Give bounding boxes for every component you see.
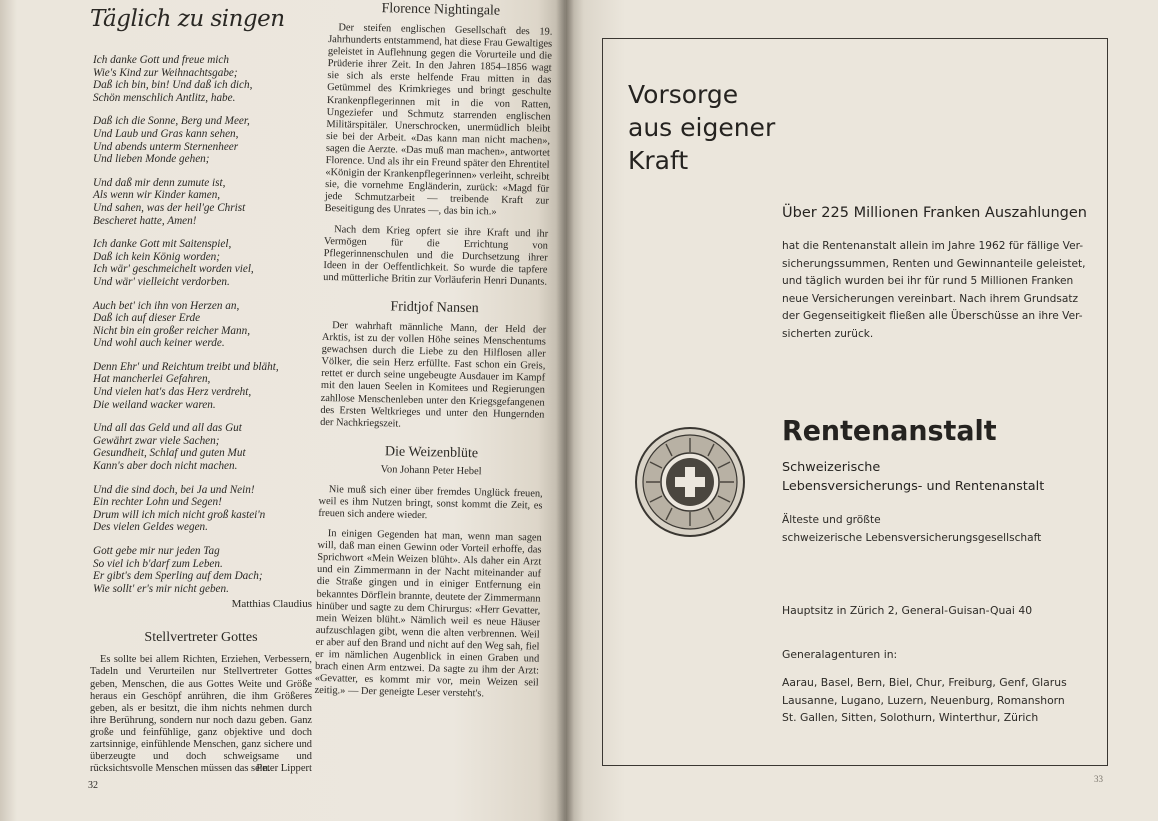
poem-line: Die weiland wacker waren. — [93, 398, 216, 411]
nightingale-text — [323, 22, 552, 289]
ad-agencies-line: Aarau, Basel, Bern, Biel, Chur, Freiburg, Genf, Glarus — [782, 676, 1067, 689]
page-number-left: 32 — [88, 780, 98, 791]
poem-line: Auch bet' ich ihn von Herzen an, — [93, 299, 240, 312]
ad-agencies-label: Generalagenturen in: — [782, 648, 898, 661]
poem-stanza — [93, 177, 312, 227]
poem-line: Bescheret hatte, Amen! — [93, 214, 197, 227]
poem-line: Wie sollt' er's mir nicht geben. — [93, 582, 229, 595]
poem-line: Gott gebe mir nur jeden Tag — [93, 545, 220, 557]
poem-stanza — [93, 361, 312, 411]
poem-line: Und daß mir denn zumute ist, — [93, 176, 226, 189]
poem-line: Und all das Geld und all das Gut — [93, 422, 242, 435]
stellvertreter-paragraph: Es sollte bei allem Richten, Erziehen, Verbessern, Tadeln und Verurteilen nur Stellvertreter Gottes geben, Menschen, die aus Gottes Weite und Größe heraus ein Geschöpf anrühren, die ihm Größeres geben, als er besitzt, die ihm nichts nehmen durch ihre Berührung, sondern nur noch dazu geben. Ganz große und feinfühlige, ganz objektive und doch zartsinnige, einfühlende Menschen, ganz sichere und überzeugte und doch schweigsame und rücksichtsvolle Menschen müssen das sein. — [90, 654, 312, 775]
poem-line: Und vielen hat's das Herz verdreht, — [93, 386, 252, 399]
left-column — [90, 6, 312, 774]
ad-headline-line: aus eigener — [628, 113, 776, 142]
poem-stanza — [93, 54, 312, 104]
weizenbluete-text — [314, 484, 542, 702]
ad-headline-line: Vorsorge — [628, 80, 739, 109]
weizenbluete-title: Die Weizenblüte — [384, 444, 479, 462]
nansen-title: Fridtjof Nansen — [390, 299, 479, 317]
ad-agencies-line: St. Gallen, Sitten, Solothurn, Winterthur, Zürich — [782, 711, 1039, 724]
ad-paragraph-line: sicherten zurück. — [782, 327, 874, 340]
poem-stanza — [93, 300, 312, 350]
ad-company-line: Schweizerische — [782, 460, 881, 475]
poem-line: Des vielen Geldes wegen. — [93, 521, 208, 534]
nansen-text — [320, 320, 546, 434]
poem-stanza — [93, 238, 312, 288]
poem-body — [90, 54, 312, 595]
poem-line: Wie's Kind zur Weihnachtsgabe; — [93, 66, 238, 79]
poem-line: Denn Ehr' und Reichtum treibt und bläht, — [93, 360, 279, 373]
poem-stanza — [93, 422, 312, 472]
ad-headline — [628, 78, 775, 177]
weizenbluete-article — [314, 443, 543, 702]
swiss-cross-seal-icon — [634, 426, 746, 538]
ad-tagline-line: schweizerische Lebensversicherungsgesellschaft — [782, 531, 1042, 544]
binding-gutter — [556, 0, 574, 821]
poem-line: Er gibt's dem Sperling auf dem Dach; — [93, 570, 263, 583]
nightingale-title: Florence Nightingale — [381, 1, 501, 19]
poem-line: Und sahen, was der heil'ge Christ — [93, 201, 246, 214]
poem-line: Als wenn wir Kinder kamen, — [93, 189, 221, 202]
poem-line: Und die sind doch, bei Ja und Nein! — [93, 483, 255, 496]
nansen-paragraph: Der wahrhaft männliche Mann, der Held der Arktis, ist zu der vollen Höhe seines Menschentums gewachsen durch die Liebe zu den Hilflosen aller Völker, die sein Herz erfüllte. Fast schon ein Greis, rettet er durch seine ungebeugte Ausdauer im Kampf mit den lauen Seelen in Komitees und Regierungen zahllose Menschenleben unter den Kriegsgefangenen des Ersten Weltkrieges und unter den Hungernden der Nachkriegszeit. — [320, 320, 547, 430]
poem-line: Und lieben Monde gehen; — [93, 153, 210, 166]
ad-agencies-list — [782, 674, 1067, 727]
ad-paragraph-line: und täglich wurden bei ihr für rund 5 Millionen Franken — [782, 275, 1074, 287]
stellvertreter-text — [90, 654, 312, 775]
ad-tagline-line: Älteste und größte — [782, 514, 881, 526]
ad-headquarters: Hauptsitz in Zürich 2, General-Guisan-Quai 40 — [782, 604, 1033, 617]
stellvertreter-title: Stellvertreter Gottes — [144, 630, 258, 646]
weizenbluete-paragraph-2: In einigen Gegenden hat man, wenn man sagen will, daß man einen Gewinn oder Vorteil erhoffe, das Sprichwort «Mein Weizen blüht». Als daher ein Arzt und ein Zimmermann in der Nacht miteinander auf die Straße gingen und in einiger Entfernung ein bekanntes Dörflein brannte, deutete der Zimmermann hinüber und sagte zu dem Chirurgus: «Herr Gevatter, mein Weizen blüht.» Nämlich weil es neue Häuser aufzuschlagen gibt, wenn die alten verbrennen. Weil er aber auf den Brand und nicht auf den Weg sah, fiel er im nämlichen Augenblick in einen Graben und brach einen Arm entzwei. Da sagte zu ihm der Arzt: «Gevatter, es kommt mir vor, mein Weizen seil zeitig.» — Der geneigte Leser versteht's. — [314, 528, 542, 700]
poem-stanza — [93, 115, 312, 165]
poem-line: Schön menschlich Antlitz, habe. — [93, 91, 236, 104]
poem-line: Hat mancherlei Gefahren, — [93, 373, 211, 386]
poem-line: Ich danke Gott und freue mich — [93, 54, 229, 66]
poem-line: So viel ich b'darf zum Leben. — [93, 557, 223, 570]
poem-line: Ich danke Gott mit Saitenspiel, — [93, 238, 232, 251]
ad-company-line: Lebensversicherungs- und Rentenanstalt — [782, 479, 1045, 494]
poem-line: Kann's aber doch nicht machen. — [93, 460, 238, 473]
poem-author: Matthias Claudius — [231, 598, 312, 611]
poem-line: Und abends unterm Sternenheer — [93, 140, 239, 153]
ad-paragraph-line: der Gegenseitigkeit fließen alle Überschüsse an ihre Ver- — [782, 310, 1083, 322]
poem-stanza — [93, 545, 312, 595]
poem-line: Und wohl auch keiner werde. — [93, 337, 225, 350]
poem-line: Ich wär' geschmeichelt worden viel, — [93, 263, 254, 276]
nansen-article — [320, 298, 547, 434]
ad-subheadline: Über 225 Millionen Franken Auszahlungen — [782, 205, 1087, 221]
left-page — [0, 0, 566, 821]
poem-line: Gewährt zwar viele Sachen; — [93, 434, 220, 447]
poem-line: Daß ich auf dieser Erde — [93, 312, 201, 325]
ad-brand-name: Rentenanstalt — [782, 414, 997, 447]
middle-column — [314, 0, 553, 716]
stellvertreter-author: Peter Lippert — [256, 763, 312, 775]
poem-line: Daß ich bin, bin! Und daß ich dich, — [93, 79, 253, 92]
poem-line: Ein rechter Lohn und Segen! — [93, 496, 222, 509]
ad-paragraph — [782, 238, 1087, 343]
nightingale-paragraph-2: Nach dem Krieg opfert sie ihre Kraft und ihr Vermögen für die Errichtung von Pflegerinnenschulen und die Durchsetzung ihrer Ideen in der Oeffentlichkeit. So wurde die tapfere und mütterliche Britin zur Vorläuferin Henri Dunants. — [323, 223, 549, 288]
weizenbluete-byline: Von Johann Peter Hebel — [380, 463, 482, 478]
poem-line: Daß ich kein König worden; — [93, 250, 220, 263]
poem-stanza — [93, 484, 312, 534]
ad-headline-line: Kraft — [628, 146, 689, 175]
page-number-right: 33 — [1094, 774, 1103, 784]
nightingale-article — [323, 0, 553, 289]
poem-line: Nicht bin ein großer reicher Mann, — [93, 324, 251, 337]
ad-company-name — [782, 458, 1044, 496]
poem-line: Und wär' vielleicht verdorben. — [93, 275, 230, 288]
poem-line: Drum will ich mich nicht groß kastei'n — [93, 508, 266, 521]
ad-paragraph-line: neue Versicherungen vereinbart. Nach ihrem Grundsatz — [782, 292, 1079, 305]
poem-line: Daß ich die Sonne, Berg und Meer, — [93, 115, 250, 128]
ad-agencies-line: Lausanne, Lugano, Luzern, Neuenburg, Romanshorn — [782, 693, 1065, 707]
poem-line: Gesundheit, Schlaf und guten Mut — [93, 447, 246, 460]
ad-tagline — [782, 512, 1041, 547]
nightingale-paragraph-1: Der steifen englischen Gesellschaft des 19. Jahrhunderts entstammend, hat diese Frau Gewaltiges geleistet in Auflehnung gegen die Vorurteile und die Prüderie ihrer Zeit. In den Jahren 1854–1856 wagt sie sich als erste helfende Frau mitten in das Getümmel des Krimkrieges und bringt geschulte Krankenpflegerinnen mit in die von Ratten, Ungeziefer und Schmutz starrenden englischen Militärspitäler. Unerschrocken, unermüdlich bleibt sie bei der Arbeit. «Das kann man nicht machen», sagen die Aerzte. «Das muß man machen», antwortet Florence. Und als ihr ein Freund später den Ehrentitel «Königin der Krankenpflegerinnen» verleiht, schreibt sie, die vornehme Engländerin, zurück: «Magd für jede Schmutzarbeit — treibende Kraft zur Beseitigung des Unrates —, das bin ich.» — [324, 22, 553, 218]
poem-title: Täglich zu singen — [90, 6, 285, 32]
weizenbluete-paragraph-1: Nie muß sich einer über fremdes Unglück freuen, weil es ihm Nutzen bringt, sonst kommt die Zeit, es freuen sich andere wieder. — [318, 483, 543, 522]
poem-line: Und Laub und Gras kann sehen, — [93, 127, 239, 140]
ad-paragraph-line: hat die Rentenanstalt allein im Jahre 1962 für fällige Ver- — [782, 240, 1084, 252]
ad-paragraph-line: sicherungssummen, Renten und Gewinnanteile geleistet, — [782, 257, 1086, 270]
